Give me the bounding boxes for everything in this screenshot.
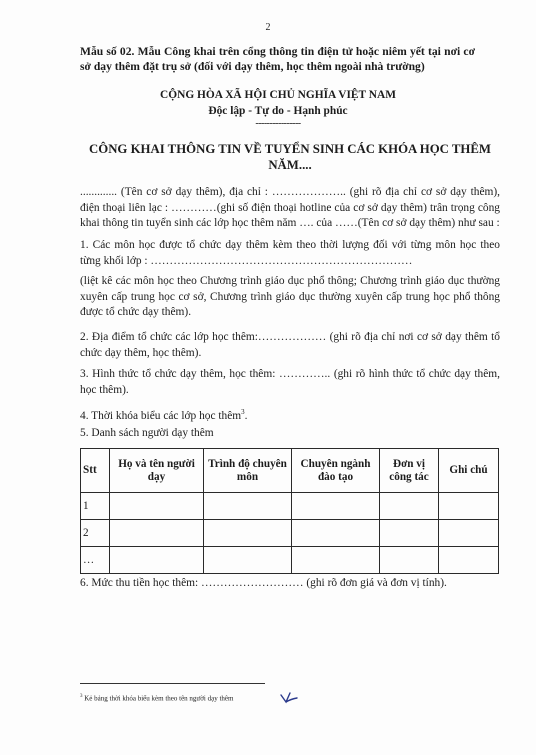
row-number: … [81, 547, 110, 574]
item-1-note: (liệt kê các môn học theo Chương trình giáo dục phổ thông; Chương trình giáo dục thường xuyên cấp trung học cơ sở, Chương trình giáo dục thường xuyên cấp trung học phổ thông được tổ chức dạy thêm). [80, 275, 500, 318]
item-1-subjects: 1. Các môn học được tổ chức dạy thêm kèm theo thời lượng đối với từng môn học theo từng khối lớp : …………………………………………………………… [80, 239, 500, 267]
table-row [81, 493, 499, 520]
table-row [81, 520, 499, 547]
item-4-footnote-ref: 3 [241, 408, 245, 416]
teacher-table [80, 448, 499, 574]
footnote-divider [80, 683, 265, 684]
footnote-number: 3 [80, 694, 83, 699]
motto-separator: ---------------- [255, 118, 301, 129]
table-header-row [81, 449, 499, 493]
row-number: 1 [81, 493, 110, 520]
item-5-teacher-list: 5. Danh sách người dạy thêm [80, 427, 214, 439]
header-qualification: Trình độ chuyên môn [204, 449, 292, 493]
document-title: CÔNG KHAI THÔNG TIN VỀ TUYỂN SINH CÁC KHÓA HỌC THÊM NĂM.... [89, 142, 491, 172]
national-motto: Độc lập - Tự do - Hạnh phúc [208, 105, 348, 117]
cell [380, 520, 439, 547]
item-6-fee: 6. Mức thu tiền học thêm: ……………………… (ghi rõ đơn giá và đơn vị tính). [80, 577, 447, 589]
cell [439, 520, 499, 547]
cell [439, 547, 499, 574]
form-title: Mẫu số 02. Mẫu Công khai trên cổng thông tin điện tử hoặc niêm yết tại nơi cơ sở dạy thêm đặt trụ sở (đối với dạy thêm, học thêm ngoài nhà trường) [80, 45, 475, 73]
cell [204, 493, 292, 520]
footnote-text: Kẻ bảng thời khóa biểu kèm theo tên người dạy thêm [82, 694, 234, 703]
cell [292, 547, 380, 574]
item-4-timetable [80, 405, 500, 424]
table-row [81, 547, 499, 574]
header-teacher-name: Họ và tên người dạy [110, 449, 204, 493]
header-stt: Stt [81, 449, 110, 493]
cell [204, 547, 292, 574]
header-workplace: Đơn vị công tác [380, 449, 439, 493]
national-title: CỘNG HÒA XÃ HỘI CHỦ NGHĨA VIỆT NAM [160, 89, 396, 101]
cell [292, 520, 380, 547]
cell [380, 547, 439, 574]
cell [110, 520, 204, 547]
cell [110, 493, 204, 520]
item-2-location: 2. Địa điểm tổ chức các lớp học thêm:……………… (ghi rõ địa chỉ nơi cơ sở dạy thêm tổ chức dạy thêm, học thêm). [80, 331, 500, 359]
header-notes: Ghi chú [439, 449, 499, 493]
cell [204, 520, 292, 547]
item-3-format: 3. Hình thức tổ chức dạy thêm, học thêm: ………….. (ghi rõ hình thức tổ chức dạy thêm, học thêm). [80, 368, 500, 396]
item-4-period: . [244, 409, 248, 422]
cell [110, 547, 204, 574]
handwritten-check-mark-icon [279, 690, 299, 704]
cell [292, 493, 380, 520]
header-specialization: Chuyên ngành đào tạo [292, 449, 380, 493]
row-number: 2 [81, 520, 110, 547]
intro-paragraph: ............. (Tên cơ sở dạy thêm), địa chỉ : ……………….. (ghi rõ địa chỉ cơ sở dạy thêm), điện thoại liên lạc : …………(ghi số điện thoại hotline của cơ sở dạy thêm) trân trọng công khai thông tin tuyển sinh các lớp học thêm năm …. của ……(Tên cơ sở dạy thêm) như sau : [80, 186, 500, 229]
footnote [80, 694, 233, 702]
cell [380, 493, 439, 520]
item-4-text: 4. Thời khóa biểu các lớp học thêm [80, 409, 242, 422]
page-number: 2 [265, 22, 271, 33]
cell [439, 493, 499, 520]
